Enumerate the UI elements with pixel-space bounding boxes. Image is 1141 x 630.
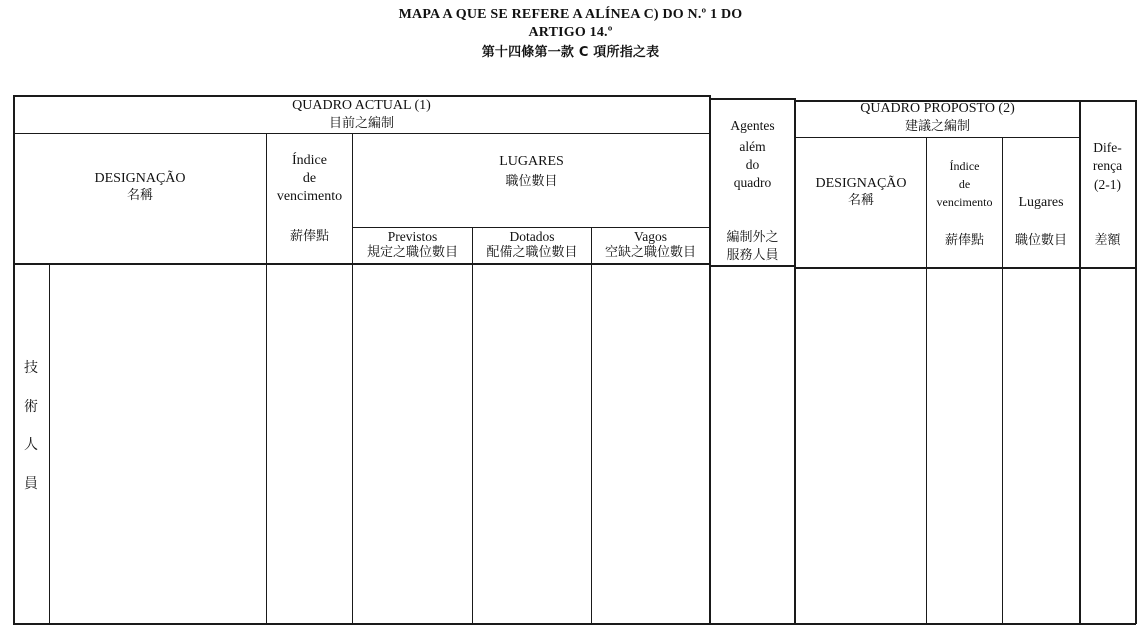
current-heading: QUADRO ACTUAL (1) [292,98,431,113]
table-top-border-agents [710,98,795,100]
side-label-char-3: 人 [24,437,38,453]
agents-header-3: do [745,157,760,172]
proposed-designation-header-zh: 名稱 [847,193,874,208]
proposed-places-header: Lugares [1018,195,1064,210]
current-designation-header: DESIGNAÇÃO [94,171,186,186]
current-heading-zh: 目前之編制 [328,116,394,131]
proposed-designation-rule [926,137,927,624]
difference-header-2: rença [1092,158,1123,173]
document-title-line-1: MAPA A QUE SE REFERE A ALÍNEA C) DO N.º 1 DO [398,7,743,22]
current-designation-header-zh: 名稱 [126,188,153,203]
current-index-header-1: Índice [292,153,327,168]
vacant-header-zh: 空缺之職位數目 [604,245,696,260]
filled-header: Dotados [509,229,555,244]
table-top-border-left [13,95,710,97]
designation-column-rule [266,133,267,624]
proposed-heading-zh: 建議之編制 [904,119,970,134]
table-top-border-diff [1080,100,1136,102]
current-index-header-3: vencimento [276,189,343,204]
vacant-header: Vagos [634,229,667,244]
proposed-index-header-3: vencimento [936,195,993,209]
filled-column-rule [591,227,592,624]
table-right-border [1135,100,1137,624]
proposed-index-header-2: de [958,177,971,191]
agents-header-1: Agentes [730,118,775,133]
filled-header-zh: 配備之職位數目 [486,245,578,260]
agents-header-4: quadro [733,175,772,190]
places-header: LUGARES [499,154,564,169]
difference-header-zh: 差額 [1094,233,1121,248]
agents-header-2: além [739,139,766,154]
index-column-rule [352,133,353,624]
foreseen-column-rule [472,227,473,624]
side-label-char-4: 員 [24,476,38,492]
document-title-zh: 第十四條第一款 C 項所指之表 [481,45,660,60]
table-bottom-border [13,623,1136,625]
agents-header-zh-2: 服務人員 [726,248,779,263]
side-label-char-1: 技 [24,360,38,376]
agents-header-bottom-rule [710,265,795,267]
places-subheading-rule [352,227,710,228]
proposed-index-header-zh: 薪俸點 [944,233,984,248]
agents-header-zh-1: 編制外之 [726,230,779,245]
current-header-bottom-rule [13,263,710,265]
foreseen-header-zh: 規定之職位數目 [366,245,458,260]
proposed-places-header-zh: 職位數目 [1014,233,1067,248]
places-header-zh: 職位數目 [505,174,558,189]
foreseen-header: Previstos [387,229,438,244]
side-label-column-rule [49,264,50,624]
current-heading-rule [13,133,710,134]
proposed-heading-rule [795,137,1080,138]
proposed-header-bottom-rule [795,267,1136,269]
proposed-designation-header: DESIGNAÇÃO [815,176,907,191]
difference-header-3: (2-1) [1094,177,1121,192]
document-title-line-2: ARTIGO 14.º [528,25,613,40]
difference-header-1: Dife- [1093,140,1122,155]
proposed-index-header-1: Índice [949,159,980,173]
side-label-char-2: 術 [24,399,38,415]
proposed-heading: QUADRO PROPOSTO (2) [860,101,1015,116]
current-index-header-2: de [302,171,317,186]
current-index-header-zh: 薪俸點 [289,229,329,244]
